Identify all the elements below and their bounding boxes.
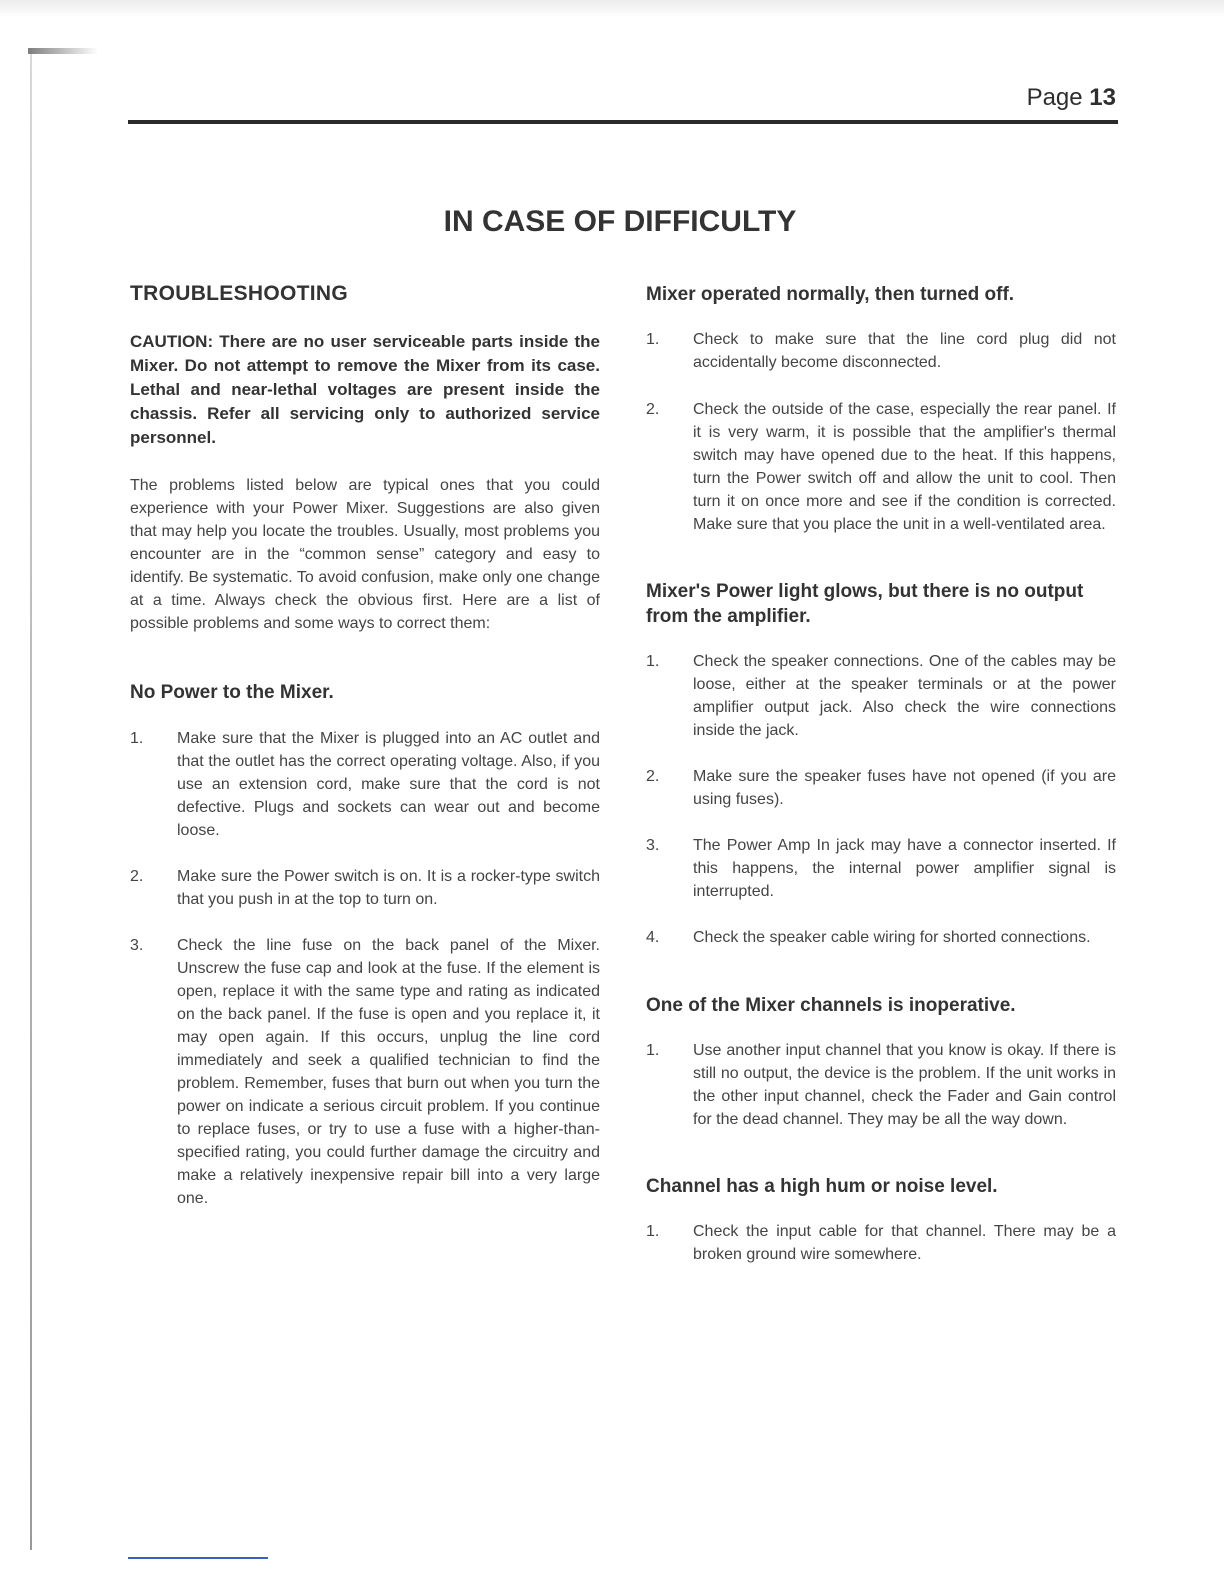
page-number-value: 13 [1089, 84, 1116, 111]
list-item-text: Check the input cable for that channel. There may be a broken ground wire somewhere. [693, 1223, 1116, 1263]
right-column [646, 282, 1116, 1266]
list-item-number: 1. [646, 653, 660, 670]
list-item [646, 328, 1116, 374]
hum-list [646, 1220, 1116, 1266]
list-item [646, 926, 1116, 949]
troubleshooting-heading: TROUBLESHOOTING [130, 282, 348, 305]
list-item-text: Make sure the speaker fuses have not opened (if you are using fuses). [693, 768, 1116, 808]
page-number [1027, 84, 1116, 112]
no-output-list [646, 650, 1116, 949]
list-item-text: Use another input channel that you know is okay. If there is still no output, the device is the problem. If the unit works in the other input channel, check the Fader and Gain control for the dead channel. They may be all the way down. [693, 1042, 1116, 1128]
header-rule [128, 120, 1118, 124]
list-item [646, 834, 1116, 903]
scan-shadow [0, 0, 1224, 18]
intro-text: The problems listed below are typical ones that you could experience with your Power Mixer. Suggestions are also given that may help you locate the troubles. Usually, most problems you encounter are in the “common sense” category and easy to identify. Be systematic. To avoid confusion, make only one change at a time. Always check the obvious first. Here are a list of possible problems and some ways to correct them: [130, 477, 600, 632]
list-item [646, 1220, 1116, 1266]
list-item-text: Check the speaker connections. One of the cables may be loose, either at the speaker terminals or at the power amplifier output jack. Also check the wire connections inside the jack. [693, 653, 1116, 739]
list-item-number: 2. [130, 868, 144, 885]
list-item-number: 1. [646, 1223, 660, 1240]
page-title: IN CASE OF DIFFICULTY [443, 205, 797, 238]
list-item-number: 1. [646, 1042, 660, 1059]
list-item [130, 865, 600, 911]
caution-text: CAUTION: There are no user serviceable parts inside the Mixer. Do not attempt to remove the Mixer from its case. Lethal and near-lethal voltages are present inside the chassis. Refer all servicing only to authorized service personnel. [130, 332, 600, 447]
list-item-text: Check to make sure that the line cord plug did not accidentally become disconnected. [693, 331, 1116, 371]
list-item-number: 3. [646, 837, 660, 854]
section-heading-inoperative: One of the Mixer channels is inoperative. [646, 995, 1016, 1016]
list-item-text: The Power Amp In jack may have a connector inserted. If this happens, the internal power amplifier signal is interrupted. [693, 837, 1116, 900]
list-item-number: 1. [130, 730, 144, 747]
scan-edge [30, 50, 32, 1550]
footer-line [128, 1557, 268, 1559]
list-item-number: 1. [646, 331, 660, 348]
no-power-list [130, 727, 600, 1210]
list-item-number: 3. [130, 937, 144, 954]
list-item [646, 398, 1116, 536]
list-item [646, 1039, 1116, 1131]
section-heading-hum: Channel has a high hum or noise level. [646, 1176, 998, 1197]
section-heading-turned-off: Mixer operated normally, then turned off. [646, 284, 1015, 305]
list-item-number: 2. [646, 401, 660, 418]
page-label: Page [1026, 84, 1083, 111]
section-heading-no-output: Mixer's Power light glows, but there is no output from the amplifier. [646, 581, 1084, 627]
section-heading-no-power: No Power to the Mixer. [130, 682, 334, 703]
list-item [646, 765, 1116, 811]
scan-mark [28, 48, 98, 54]
inoperative-list [646, 1039, 1116, 1131]
turned-off-list [646, 328, 1116, 536]
left-column [130, 282, 600, 1210]
list-item-text: Check the line fuse on the back panel of the Mixer. Unscrew the fuse cap and look at the fuse. If the element is open, replace it with the same type and rating as indicated on the back panel. If the fuse is open and you replace it, it may open again. If this occurs, unplug the line cord immediately and seek a qualified technician to find the problem. Remember, fuses that burn out when you turn the power on indicate a serious circuit problem. If you continue to replace fuses, or try to use a fuse with a higher-than-specified rating, you could further damage the circuitry and make a relatively inexpensive repair bill into a very large one. [177, 937, 600, 1207]
list-item-number: 2. [646, 768, 660, 785]
list-item [130, 934, 600, 1210]
list-item-text: Make sure that the Mixer is plugged into an AC outlet and that the outlet has the correct operating voltage. Also, if you use an extension cord, make sure that the cord is not defective. Plugs and sockets can wear out and become loose. [177, 730, 600, 839]
list-item [130, 727, 600, 842]
list-item-text: Check the outside of the case, especially the rear panel. If it is very warm, it is possible that the amplifier's thermal switch may have opened due to the heat. If this happens, turn the Power switch off and allow the unit to cool. Then turn it on once more and see if the condition is corrected. Make sure that you place the unit in a well-ventilated area. [693, 401, 1116, 533]
list-item-number: 4. [646, 929, 660, 946]
list-item-text: Make sure the Power switch is on. It is a rocker-type switch that you push in at the top to turn on. [177, 868, 600, 908]
list-item [646, 650, 1116, 742]
list-item-text: Check the speaker cable wiring for shorted connections. [693, 929, 1091, 946]
